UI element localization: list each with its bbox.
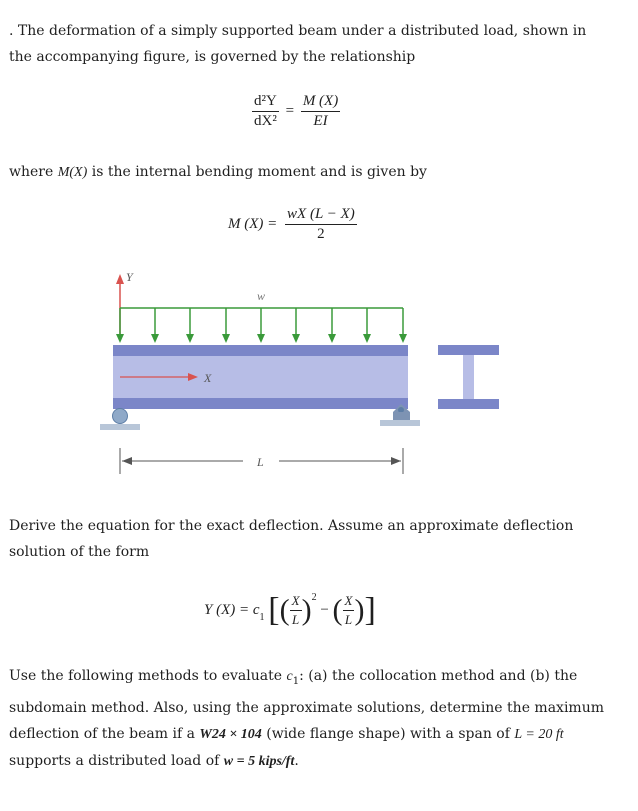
methods-text-a: Use the following methods to evaluate bbox=[9, 668, 287, 684]
c1-symbol: c bbox=[286, 669, 293, 684]
x-axis-label: X bbox=[204, 371, 212, 385]
approx-c1-sub: 1 bbox=[259, 612, 265, 623]
methods-paragraph bbox=[9, 663, 609, 775]
moment-numerator: wX (L − X) bbox=[285, 206, 357, 225]
left-support bbox=[100, 409, 140, 431]
rhs-denominator: EI bbox=[313, 113, 328, 129]
methods-text-d: supports a distributed load of bbox=[9, 752, 224, 769]
approx-lhs: Y (X) = c bbox=[204, 602, 260, 619]
moment-lhs: M (X) = bbox=[228, 216, 278, 232]
load-label: w bbox=[257, 289, 266, 303]
methods-text-b: : (a) the collocation method and (b) the subdomain method. Also, using the approximate solutions, determine the maximum deflection of the beam if a bbox=[9, 668, 604, 742]
derive-paragraph bbox=[9, 513, 609, 565]
moment-text-b: is the internal bending moment and is given by bbox=[87, 164, 427, 180]
methods-end: . bbox=[294, 752, 299, 769]
span-value: L = 20 ft bbox=[514, 726, 564, 742]
lhs-denominator: dX² bbox=[254, 113, 277, 129]
i-beam-section-icon bbox=[438, 345, 499, 409]
load-arrows bbox=[116, 308, 407, 343]
lhs-numerator: d²Y bbox=[252, 93, 279, 112]
load-value: w = 5 kips/ft bbox=[223, 753, 295, 769]
approx-solution-equation: Y $(X) = c_1$ [( $\frac{X}{L}$ )$^2$ − ( $\frac{X}{L}$ )] bbox=[204, 591, 376, 629]
equals-sign: = bbox=[285, 103, 295, 119]
power-two: 2 bbox=[311, 592, 317, 603]
span-label: L bbox=[257, 455, 264, 469]
minus-sign: − bbox=[320, 602, 329, 619]
rhs-numerator: M (X) bbox=[301, 93, 340, 112]
y-axis-label: Y bbox=[126, 270, 133, 284]
fraction-b-den: L bbox=[344, 612, 353, 628]
moment-text-a: where bbox=[9, 164, 58, 180]
derive-text: Derive the equation for the exact deflection. Assume an approximate deflection solution of the form bbox=[9, 518, 574, 560]
fraction-b-num: X bbox=[343, 593, 355, 611]
fraction-a-den: L bbox=[291, 612, 300, 628]
fraction-a bbox=[290, 593, 302, 628]
c1-subscript: 1 bbox=[292, 675, 300, 687]
moment-symbol: M(X) bbox=[57, 165, 88, 180]
fraction-a-num: X bbox=[290, 593, 302, 611]
fraction-b bbox=[343, 593, 355, 628]
methods-text-c: (wide flange shape) with a span of bbox=[261, 725, 515, 742]
moment-denominator: 2 bbox=[317, 226, 325, 242]
section-designation: W24 × 104 bbox=[199, 726, 262, 742]
intro-text: . The deformation of a simply supported beam under a distributed load, shown in the accompanying figure, is governed by the relationship bbox=[9, 23, 587, 65]
